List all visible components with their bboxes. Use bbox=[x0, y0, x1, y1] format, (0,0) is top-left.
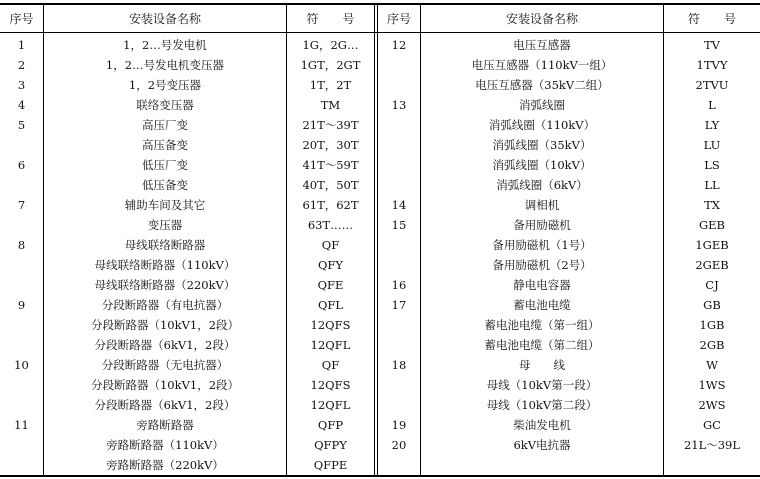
table-cell-symbol: 12QFS bbox=[310, 378, 351, 392]
table-cell-symbol: QFPY bbox=[314, 438, 347, 452]
table-cell-name: 1，2号变压器 bbox=[128, 78, 202, 92]
table-cell-symbol: 1GT，2GT bbox=[300, 58, 361, 72]
table-cell-seq bbox=[0, 215, 43, 235]
table-cell-name: 消弧线圈（10kV） bbox=[492, 158, 592, 172]
table-cell-symbol: 2WS bbox=[698, 398, 726, 412]
table-cell-symbol: 1GEB bbox=[695, 238, 729, 252]
table-cell-symbol: TX bbox=[704, 198, 720, 212]
table-cell-symbol: 2GB bbox=[699, 338, 725, 352]
table-cell-name: 分段断路器（10kV1，2段） bbox=[90, 318, 240, 332]
table-cell-name: 备用励磁机 bbox=[513, 218, 571, 232]
table-cell-name: 分段断路器（无电抗器） bbox=[101, 358, 229, 372]
table-cell-seq: 2 bbox=[17, 58, 26, 72]
table-cell-seq bbox=[0, 435, 43, 455]
table-cell-name: 消弧线圈 bbox=[519, 98, 565, 112]
table-cell-seq: 6 bbox=[17, 158, 26, 172]
table-cell-symbol: 12QFL bbox=[310, 338, 351, 352]
table-cell-name: 分段断路器（有电抗器） bbox=[101, 298, 229, 312]
table-cell-name: 电压互感器（110kV一组） bbox=[471, 58, 613, 72]
table-cell-name: 蓄电池电缆 bbox=[513, 298, 571, 312]
table-cell-symbol: QFY bbox=[318, 258, 343, 272]
table-cell-symbol: 41T～59T bbox=[302, 158, 359, 172]
table-cell-seq: 7 bbox=[17, 198, 26, 212]
table-cell-name: 分段断路器（6kV1，2段） bbox=[94, 338, 236, 352]
bottom-rule bbox=[0, 475, 760, 477]
table-cell-name: 母线（10kV第二段） bbox=[486, 398, 598, 412]
table-cell-name: 蓄电池电缆（第一组） bbox=[484, 318, 600, 332]
table-cell-seq: 16 bbox=[391, 278, 407, 292]
table-cell-symbol: 1T，2T bbox=[309, 78, 352, 92]
table-cell-seq bbox=[378, 255, 420, 275]
table-cell-name: 低压备变 bbox=[142, 178, 188, 192]
table-cell-seq: 3 bbox=[17, 78, 26, 92]
table-cell-seq bbox=[378, 395, 420, 415]
table-cell-symbol: L bbox=[708, 98, 716, 112]
table-cell-name: 辅助车间及其它 bbox=[124, 198, 206, 212]
table-cell-seq: 1 bbox=[17, 38, 26, 52]
table-cell-name: 高压厂变 bbox=[142, 118, 188, 132]
table-cell-name: 高压备变 bbox=[142, 138, 188, 152]
table-cell-symbol: 12QFL bbox=[310, 398, 351, 412]
table-cell-seq bbox=[0, 175, 43, 195]
table-cell-symbol: 1G，2G… bbox=[302, 38, 359, 52]
table-cell-seq: 9 bbox=[17, 298, 26, 312]
table-cell-name: 消弧线圈（110kV） bbox=[488, 118, 596, 132]
table-cell-seq bbox=[378, 315, 420, 335]
table-cell-symbol: 21T～39T bbox=[302, 118, 359, 132]
table-cell-name: 联络变压器 bbox=[136, 98, 194, 112]
table-cell-symbol: W bbox=[706, 358, 718, 372]
table-cell-seq: 18 bbox=[391, 358, 407, 372]
table-cell-seq bbox=[378, 455, 420, 475]
table-cell-symbol: TM bbox=[320, 98, 341, 112]
header-name-left: 安装设备名称 bbox=[128, 12, 201, 26]
table-cell-seq: 13 bbox=[391, 98, 407, 112]
table-cell-seq bbox=[0, 395, 43, 415]
table-cell-seq bbox=[0, 375, 43, 395]
table-cell-symbol: LS bbox=[704, 158, 720, 172]
table-cell-seq: 15 bbox=[391, 218, 407, 232]
table-cell-seq: 5 bbox=[17, 118, 26, 132]
table-cell-symbol bbox=[664, 455, 760, 475]
table-cell-seq: 14 bbox=[391, 198, 407, 212]
table-cell-symbol: 12QFS bbox=[310, 318, 351, 332]
table-cell-symbol: 1GB bbox=[699, 318, 725, 332]
table-cell-name: 母线联络断路器 bbox=[124, 238, 206, 252]
table-cell-seq: 12 bbox=[391, 38, 407, 52]
double-divider-left bbox=[374, 4, 375, 476]
table-cell-symbol: LY bbox=[704, 118, 720, 132]
table-cell-name: 母线联络断路器（110kV） bbox=[94, 258, 236, 272]
table-cell-seq bbox=[378, 175, 420, 195]
table-cell-seq bbox=[378, 155, 420, 175]
table-cell-seq bbox=[0, 315, 43, 335]
table-cell-seq bbox=[0, 275, 43, 295]
table-cell-seq bbox=[0, 455, 43, 475]
table-cell-name: 6kV电抗器 bbox=[513, 438, 571, 452]
table-cell-seq bbox=[378, 335, 420, 355]
table-cell-seq: 4 bbox=[17, 98, 26, 112]
table-cell-name: 消弧线圈（35kV） bbox=[492, 138, 592, 152]
table-cell-symbol: 61T，62T bbox=[302, 198, 359, 212]
table-cell-symbol: LU bbox=[703, 138, 721, 152]
table-cell-name: 电压互感器 bbox=[513, 38, 571, 52]
table-cell-seq bbox=[0, 135, 43, 155]
table-cell-name: 电压互感器（35kV二组） bbox=[475, 78, 609, 92]
table-cell-symbol: 1WS bbox=[698, 378, 726, 392]
table-cell-seq: 11 bbox=[14, 418, 29, 432]
table-cell-name: 备用励磁机（1号） bbox=[492, 238, 592, 252]
table-cell-name: 低压厂变 bbox=[142, 158, 188, 172]
table-cell-name: 备用励磁机（2号） bbox=[492, 258, 592, 272]
table-cell-name: 母线（10kV第一段） bbox=[486, 378, 598, 392]
table-cell-seq: 20 bbox=[391, 438, 407, 452]
table-cell-seq bbox=[378, 235, 420, 255]
table-cell-seq bbox=[0, 255, 43, 275]
table-cell-symbol: QFL bbox=[317, 298, 344, 312]
table-cell-name: 旁路断路器（220kV） bbox=[106, 458, 224, 472]
table-cell-name: 静电电容器 bbox=[513, 278, 571, 292]
table-cell-symbol: CJ bbox=[705, 278, 719, 292]
header-seq-right: 序号 bbox=[386, 12, 411, 26]
table-cell-symbol: 40T，50T bbox=[302, 178, 359, 192]
table-cell-symbol: 21L～39L bbox=[683, 438, 741, 452]
table-cell-name: 母线联络断路器（220kV） bbox=[94, 278, 236, 292]
table-cell-seq bbox=[378, 55, 420, 75]
table-cell-seq bbox=[0, 335, 43, 355]
header-symbol-left: 符 号 bbox=[306, 12, 355, 26]
table-cell-symbol: GEB bbox=[698, 218, 726, 232]
table-cell-name: 旁路断路器 bbox=[136, 418, 194, 432]
table-cell-name bbox=[421, 455, 663, 475]
table-cell-seq: 17 bbox=[391, 298, 407, 312]
table-cell-symbol: 20T，30T bbox=[302, 138, 359, 152]
table-cell-symbol: LL bbox=[704, 178, 720, 192]
table-cell-name: 分段断路器（6kV1，2段） bbox=[94, 398, 236, 412]
table-cell-symbol: QFPE bbox=[313, 458, 348, 472]
table-cell-name: 1，2…号发电机 bbox=[123, 38, 207, 52]
table-cell-symbol: 2GEB bbox=[695, 258, 729, 272]
table-cell-symbol: GC bbox=[703, 418, 721, 432]
table-cell-seq: 8 bbox=[17, 238, 26, 252]
table-cell-name: 调相机 bbox=[524, 198, 560, 212]
table-cell-symbol: QF bbox=[321, 238, 340, 252]
table-cell-seq bbox=[378, 115, 420, 135]
table-cell-symbol: GB bbox=[703, 298, 721, 312]
table-cell-symbol: 2TVU bbox=[695, 78, 729, 92]
table-cell-symbol: QFP bbox=[317, 418, 344, 432]
table-cell-seq: 19 bbox=[391, 418, 407, 432]
top-rule bbox=[0, 3, 760, 5]
header-symbol-right: 符 号 bbox=[687, 12, 736, 26]
table-cell-name: 柴油发电机 bbox=[513, 418, 571, 432]
table-cell-seq bbox=[378, 135, 420, 155]
table-cell-name: 变压器 bbox=[147, 218, 183, 232]
table-cell-symbol: QFE bbox=[317, 278, 344, 292]
table-cell-seq: 10 bbox=[14, 358, 29, 372]
header-name-right: 安装设备名称 bbox=[505, 12, 578, 26]
table-cell-symbol: QF bbox=[321, 358, 340, 372]
table-cell-seq bbox=[378, 75, 420, 95]
table-cell-symbol: 63T…… bbox=[307, 218, 354, 232]
table-cell-name: 1，2…号发电机变压器 bbox=[105, 58, 225, 72]
table-cell-name: 分段断路器（10kV1，2段） bbox=[90, 378, 240, 392]
table-cell-symbol: 1TVY bbox=[696, 58, 728, 72]
header-rule bbox=[0, 32, 760, 33]
table-cell-symbol: TV bbox=[704, 38, 720, 52]
table-cell-seq bbox=[378, 375, 420, 395]
table-cell-name: 蓄电池电缆（第二组） bbox=[484, 338, 600, 352]
table-cell-name: 母 线 bbox=[519, 358, 565, 372]
table-cell-name: 消弧线圈（6kV） bbox=[496, 178, 588, 192]
header-seq-left: 序号 bbox=[9, 12, 34, 26]
table-cell-name: 旁路断路器（110kV） bbox=[106, 438, 224, 452]
